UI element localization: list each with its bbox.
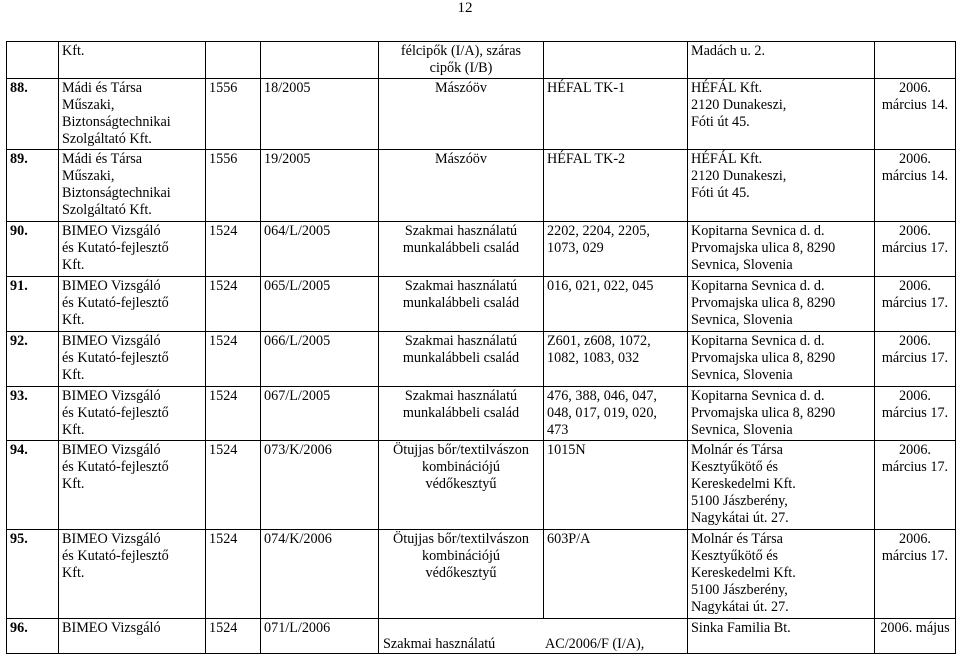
inspector-name: BIMEO Vizsgáló és Kutató-fejlesztő Kft. bbox=[59, 441, 206, 530]
manufacturer: Kopitarna Sevnica d. d. Prvomajska ulica 8, 8290 Sevnica, Slovenia bbox=[688, 387, 875, 441]
product-type: 016, 021, 022, 045 bbox=[544, 277, 688, 332]
inspector-name: BIMEO Vizsgáló és Kutató-fejlesztő Kft. bbox=[59, 530, 206, 619]
body-code bbox=[206, 42, 261, 79]
row-number: 90. bbox=[7, 222, 59, 277]
product-description: Ötujjas bőr/textilvászon kombinációjú védőkesztyű bbox=[379, 441, 544, 530]
table-row bbox=[7, 441, 956, 530]
product-description: Szakmai használatú munkalábbeli család bbox=[379, 387, 544, 441]
inspector-name: BIMEO Vizsgáló és Kutató-fejlesztő Kft. bbox=[59, 387, 206, 441]
page-number: 12 bbox=[457, 0, 473, 16]
row-number: 93. bbox=[7, 387, 59, 441]
table-row bbox=[7, 277, 956, 332]
certificate-number: 066/L/2005 bbox=[261, 332, 379, 387]
body-code: 1524 bbox=[206, 387, 261, 441]
row-number: 95. bbox=[7, 530, 59, 619]
table-row bbox=[7, 619, 956, 654]
body-code: 1556 bbox=[206, 79, 261, 150]
issue-date bbox=[875, 42, 956, 79]
table-row bbox=[7, 79, 956, 150]
product-description: Mászóöv bbox=[379, 79, 544, 150]
inspector-name: BIMEO Vizsgáló és Kutató-fejlesztő Kft. bbox=[59, 332, 206, 387]
issue-date: 2006. március 14. bbox=[875, 79, 956, 150]
manufacturer: Kopitarna Sevnica d. d. Prvomajska ulica 8, 8290 Sevnica, Slovenia bbox=[688, 277, 875, 332]
product-type: HÉFAL TK-2 bbox=[544, 150, 688, 222]
table-row bbox=[7, 42, 956, 79]
certificate-number: 19/2005 bbox=[261, 150, 379, 222]
manufacturer: Kopitarna Sevnica d. d. Prvomajska ulica 8, 8290 Sevnica, Slovenia bbox=[688, 222, 875, 277]
issue-date: 2006. május bbox=[875, 619, 956, 654]
manufacturer: Madách u. 2. bbox=[688, 42, 875, 79]
inspector-name: BIMEO Vizsgáló és Kutató-fejlesztő Kft. bbox=[59, 277, 206, 332]
manufacturer: HÉFÁL Kft. 2120 Dunakeszi, Fóti út 45. bbox=[688, 150, 875, 222]
certificate-number: 065/L/2005 bbox=[261, 277, 379, 332]
body-code: 1524 bbox=[206, 277, 261, 332]
table-row bbox=[7, 387, 956, 441]
manufacturer: Sinka Familia Bt. bbox=[688, 619, 875, 654]
row-number bbox=[7, 42, 59, 79]
body-code: 1524 bbox=[206, 332, 261, 387]
certificate-number: 074/K/2006 bbox=[261, 530, 379, 619]
inspector-name: Mádi és Társa Műszaki, Biztonságtechnikai Szolgáltató Kft. bbox=[59, 79, 206, 150]
row-number: 88. bbox=[7, 79, 59, 150]
product-description: félcipők (I/A), száras cipők (I/B) bbox=[379, 42, 544, 79]
product-type bbox=[544, 42, 688, 79]
row-number: 94. bbox=[7, 441, 59, 530]
row-number: 96. bbox=[7, 619, 59, 654]
product-type: 476, 388, 046, 047, 048, 017, 019, 020, 473 bbox=[544, 387, 688, 441]
product-description-text: Szakmai használatú bbox=[383, 636, 496, 652]
inspector-name: Kft. bbox=[59, 42, 206, 79]
certificate-number bbox=[261, 42, 379, 79]
issue-date: 2006. március 17. bbox=[875, 332, 956, 387]
product-type: 1015N bbox=[544, 441, 688, 530]
table-row bbox=[7, 332, 956, 387]
certificate-number: 073/K/2006 bbox=[261, 441, 379, 530]
issue-date: 2006. március 17. bbox=[875, 277, 956, 332]
certificate-number: 18/2005 bbox=[261, 79, 379, 150]
issue-date: 2006. március 17. bbox=[875, 530, 956, 619]
product-type: Z601, z608, 1072, 1082, 1083, 032 bbox=[544, 332, 688, 387]
product-type: HÉFAL TK-1 bbox=[544, 79, 688, 150]
product-description: Szakmai használatú munkalábbeli család bbox=[379, 332, 544, 387]
body-code: 1556 bbox=[206, 150, 261, 222]
inspector-name: BIMEO Vizsgáló bbox=[59, 619, 206, 654]
product-type: 603P/A bbox=[544, 530, 688, 619]
product-description: Szakmai használatú munkalábbeli család bbox=[379, 222, 544, 277]
certificate-number: 071/L/2006 bbox=[261, 619, 379, 654]
inspector-name: Mádi és Társa Műszaki, Biztonságtechnikai Szolgáltató Kft. bbox=[59, 150, 206, 222]
issue-date: 2006. március 17. bbox=[875, 387, 956, 441]
body-code: 1524 bbox=[206, 222, 261, 277]
product-description bbox=[379, 619, 688, 654]
row-number: 89. bbox=[7, 150, 59, 222]
issue-date: 2006. március 17. bbox=[875, 222, 956, 277]
certificate-number: 067/L/2005 bbox=[261, 387, 379, 441]
product-type: 2202, 2204, 2205, 1073, 029 bbox=[544, 222, 688, 277]
body-code: 1524 bbox=[206, 441, 261, 530]
product-description: Szakmai használatú munkalábbeli család bbox=[379, 277, 544, 332]
product-type-text: AC/2006/F (I/A), bbox=[545, 636, 645, 652]
product-description: Ötujjas bőr/textilvászon kombinációjú védőkesztyű bbox=[379, 530, 544, 619]
table-row bbox=[7, 150, 956, 222]
issue-date: 2006. március 17. bbox=[875, 441, 956, 530]
row-number: 92. bbox=[7, 332, 59, 387]
manufacturer: Molnár és Társa Kesztyűkötő és Kereskedelmi Kft. 5100 Jászberény, Nagykátai út. 27. bbox=[688, 530, 875, 619]
inspector-name: BIMEO Vizsgáló és Kutató-fejlesztő Kft. bbox=[59, 222, 206, 277]
body-code: 1524 bbox=[206, 530, 261, 619]
certificate-number: 064/L/2005 bbox=[261, 222, 379, 277]
manufacturer: Molnár és Társa Kesztyűkötő és Kereskedelmi Kft. 5100 Jászberény, Nagykátai út. 27. bbox=[688, 441, 875, 530]
table-row bbox=[7, 530, 956, 619]
table-row bbox=[7, 222, 956, 277]
row-number: 91. bbox=[7, 277, 59, 332]
body-code: 1524 bbox=[206, 619, 261, 654]
manufacturer: HÉFÁL Kft. 2120 Dunakeszi, Fóti út 45. bbox=[688, 79, 875, 150]
manufacturer: Kopitarna Sevnica d. d. Prvomajska ulica 8, 8290 Sevnica, Slovenia bbox=[688, 332, 875, 387]
certificate-register-table bbox=[6, 41, 956, 654]
issue-date: 2006. március 14. bbox=[875, 150, 956, 222]
product-description: Mászóöv bbox=[379, 150, 544, 222]
